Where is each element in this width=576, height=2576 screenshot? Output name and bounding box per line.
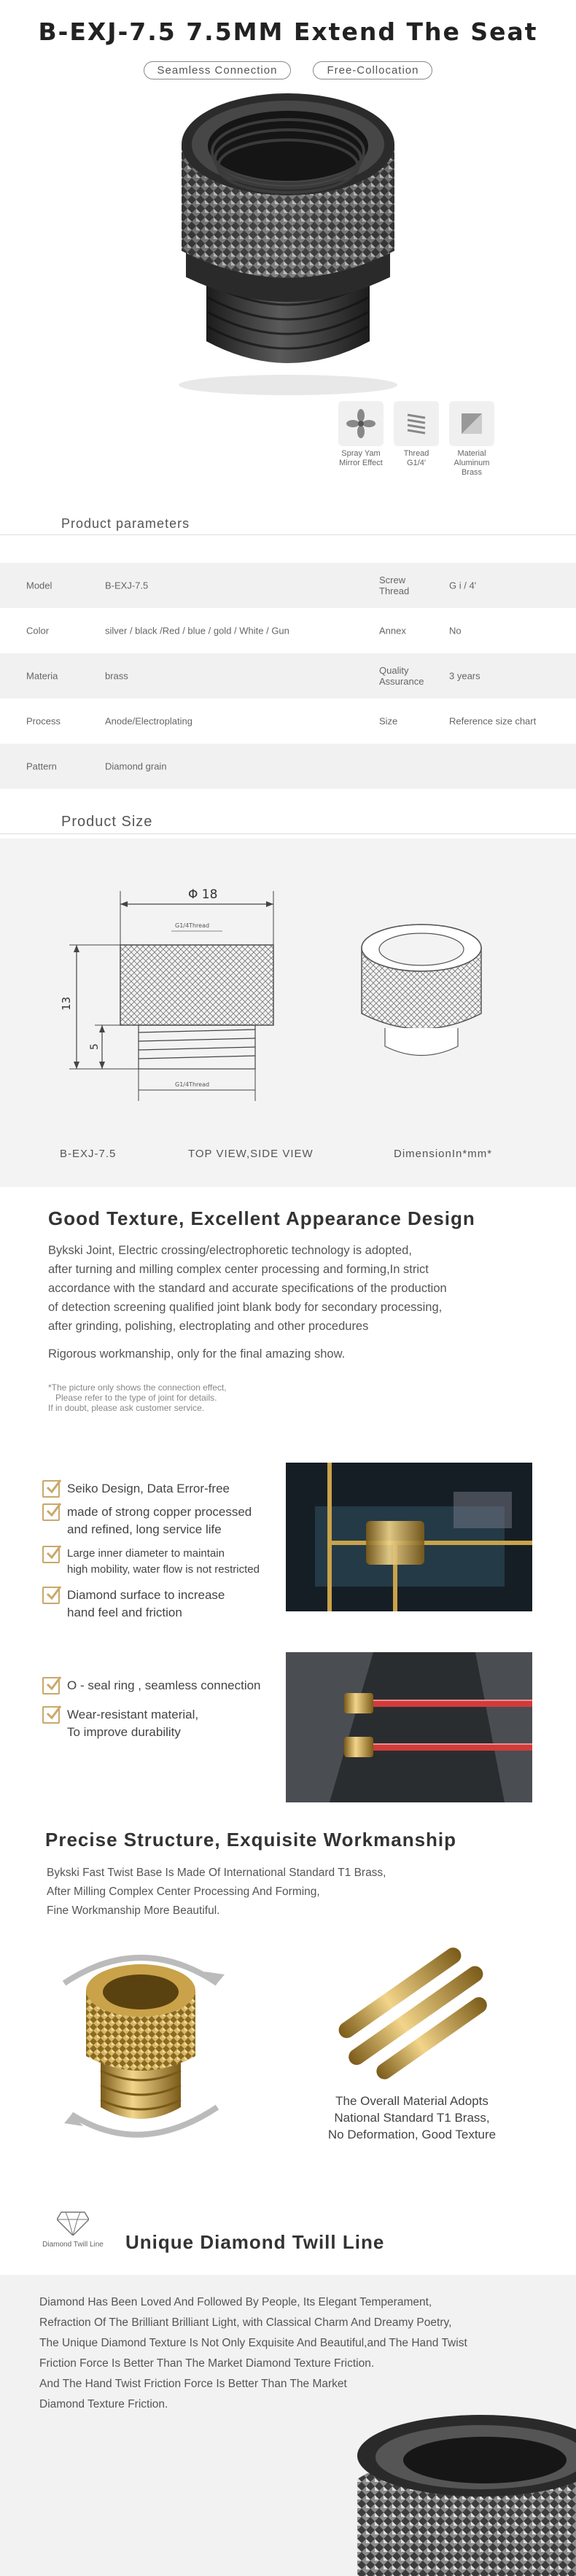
feature-icons: [337, 401, 496, 478]
list-item: made of strong copper processed and refined, long service life: [42, 1503, 260, 1538]
feature-material: Material Aluminum Brass: [448, 401, 496, 478]
brass-caption: The Overall Material Adopts National Standard T1 Brass, No Deformation, Good Texture: [327, 2094, 497, 2141]
checkmark-icon: [42, 1480, 60, 1498]
feature-thread: Thread G1/4': [392, 401, 440, 478]
fitting-hero-image: [157, 86, 419, 407]
workmanship-line: Rigorous workmanship, only for the final amazing show.: [48, 1347, 346, 1361]
checkmark-icon: [42, 1706, 60, 1724]
feature-spray: Spray Yam Mirror Effect: [337, 401, 385, 478]
diameter-label: Φ 18: [188, 887, 218, 902]
feature-checklist-b: [42, 1677, 261, 1741]
installation-photo-b: [286, 1652, 532, 1802]
size-caption-model: B-EXJ-7.5: [60, 1148, 117, 1160]
size-heading: Product Size: [0, 809, 576, 834]
brass-rods-image: [327, 1944, 502, 2082]
material-icon: [449, 401, 494, 446]
list-item: Seiko Design, Data Error-free: [42, 1480, 260, 1498]
diamond-section: [0, 2275, 576, 2576]
fan-icon: [338, 401, 384, 446]
feature-tags: [0, 61, 576, 79]
diamond-paragraph: Diamond Has Been Loved And Followed By People, Its Elegant Temperament, Refraction Of The Brilliant Brilliant Light, with Classical Charm And Dreamy Poetry, The Unique Diamond Texture Is Not Only Exquisite And Beautiful,and The Hand Twist Friction Force Is Better Than The Market Diamond Texture Friction. And The Hand Twist Friction Force Is Better Than The Market Diamond Texture Friction.: [39, 2296, 467, 2410]
height-label: 13: [60, 996, 73, 1011]
checkmark-icon: [42, 1546, 60, 1563]
table-row: Materia brass Quality Assurance 3 years: [0, 653, 576, 699]
parameters-heading: Product parameters: [0, 513, 576, 535]
list-item: Large inner diameter to maintain high mobility, water flow is not restricted: [42, 1546, 260, 1578]
hero-section: [0, 0, 576, 496]
texture-paragraph: Bykski Joint, Electric crossing/electrophoretic technology is adopted, after turning and milling complex center processing and forming,In strict accordance with the standard and accurate specifications of the production of detection screening qualified joint blank body for secondary processing, after grinding, polishing, electroplating and other procedures: [48, 1244, 447, 1333]
table-row: Process Anode/Electroplating Size Reference size chart: [26, 715, 537, 727]
size-caption-unit: DimensionIn*mm*: [394, 1148, 493, 1160]
brass-fitting-image: [42, 1939, 239, 2151]
diamond-heading: Unique Diamond Twill Line: [125, 2231, 385, 2253]
size-diagram: [0, 838, 576, 1187]
product-title: B-EXJ-7.5 7.5MM Extend The Seat: [38, 17, 538, 46]
thread-icon: [394, 401, 439, 446]
list-item: Wear-resistant material, To improve durability: [42, 1706, 261, 1741]
table-row: Pattern Diamond grain: [0, 744, 576, 789]
parameters-table: [0, 563, 576, 789]
checkmark-icon: [42, 1503, 60, 1521]
texture-heading: Good Texture, Excellent Appearance Design: [48, 1207, 475, 1229]
table-row: Color silver / black /Red / blue / gold / White / Gun Annex No: [26, 625, 462, 637]
tag-free-collocation: Free-Collocation: [313, 61, 432, 79]
thread-label-top: G1/4Thread: [175, 922, 210, 929]
installation-photo-a: [286, 1463, 532, 1611]
checkmark-icon: [42, 1587, 60, 1604]
thread-label-bottom: G1/4Thread: [175, 1081, 210, 1088]
list-item: O - seal ring , seamless connection: [42, 1677, 261, 1694]
table-row: Model B-EXJ-7.5 Screw Thread G i / 4': [0, 563, 576, 608]
precise-heading: Precise Structure, Exquisite Workmanship: [45, 1829, 457, 1851]
size-caption-view: TOP VIEW,SIDE VIEW: [188, 1148, 314, 1160]
disclaimer-note: *The picture only shows the connection effect, Please refer to the type of joint for details. If in doubt, please ask customer service.: [48, 1382, 227, 1413]
thread-length-label: 5: [89, 1043, 101, 1050]
diamond-logo: Diamond Twill Line: [36, 2209, 109, 2249]
checkmark-icon: [42, 1677, 60, 1694]
diamond-icon: [57, 2209, 89, 2235]
list-item: Diamond surface to increase hand feel and friction: [42, 1587, 260, 1622]
tag-seamless: Seamless Connection: [144, 61, 292, 79]
fitting-sketch: [362, 925, 481, 1056]
feature-checklist-a: [42, 1480, 260, 1622]
dimension-drawing: [0, 838, 576, 1187]
precise-paragraph: Bykski Fast Twist Base Is Made Of International Standard T1 Brass, After Milling Complex Center Processing And Forming, Fine Workmanship More Beautiful.: [47, 1867, 386, 1917]
silver-fitting-closeup: [335, 2399, 576, 2576]
